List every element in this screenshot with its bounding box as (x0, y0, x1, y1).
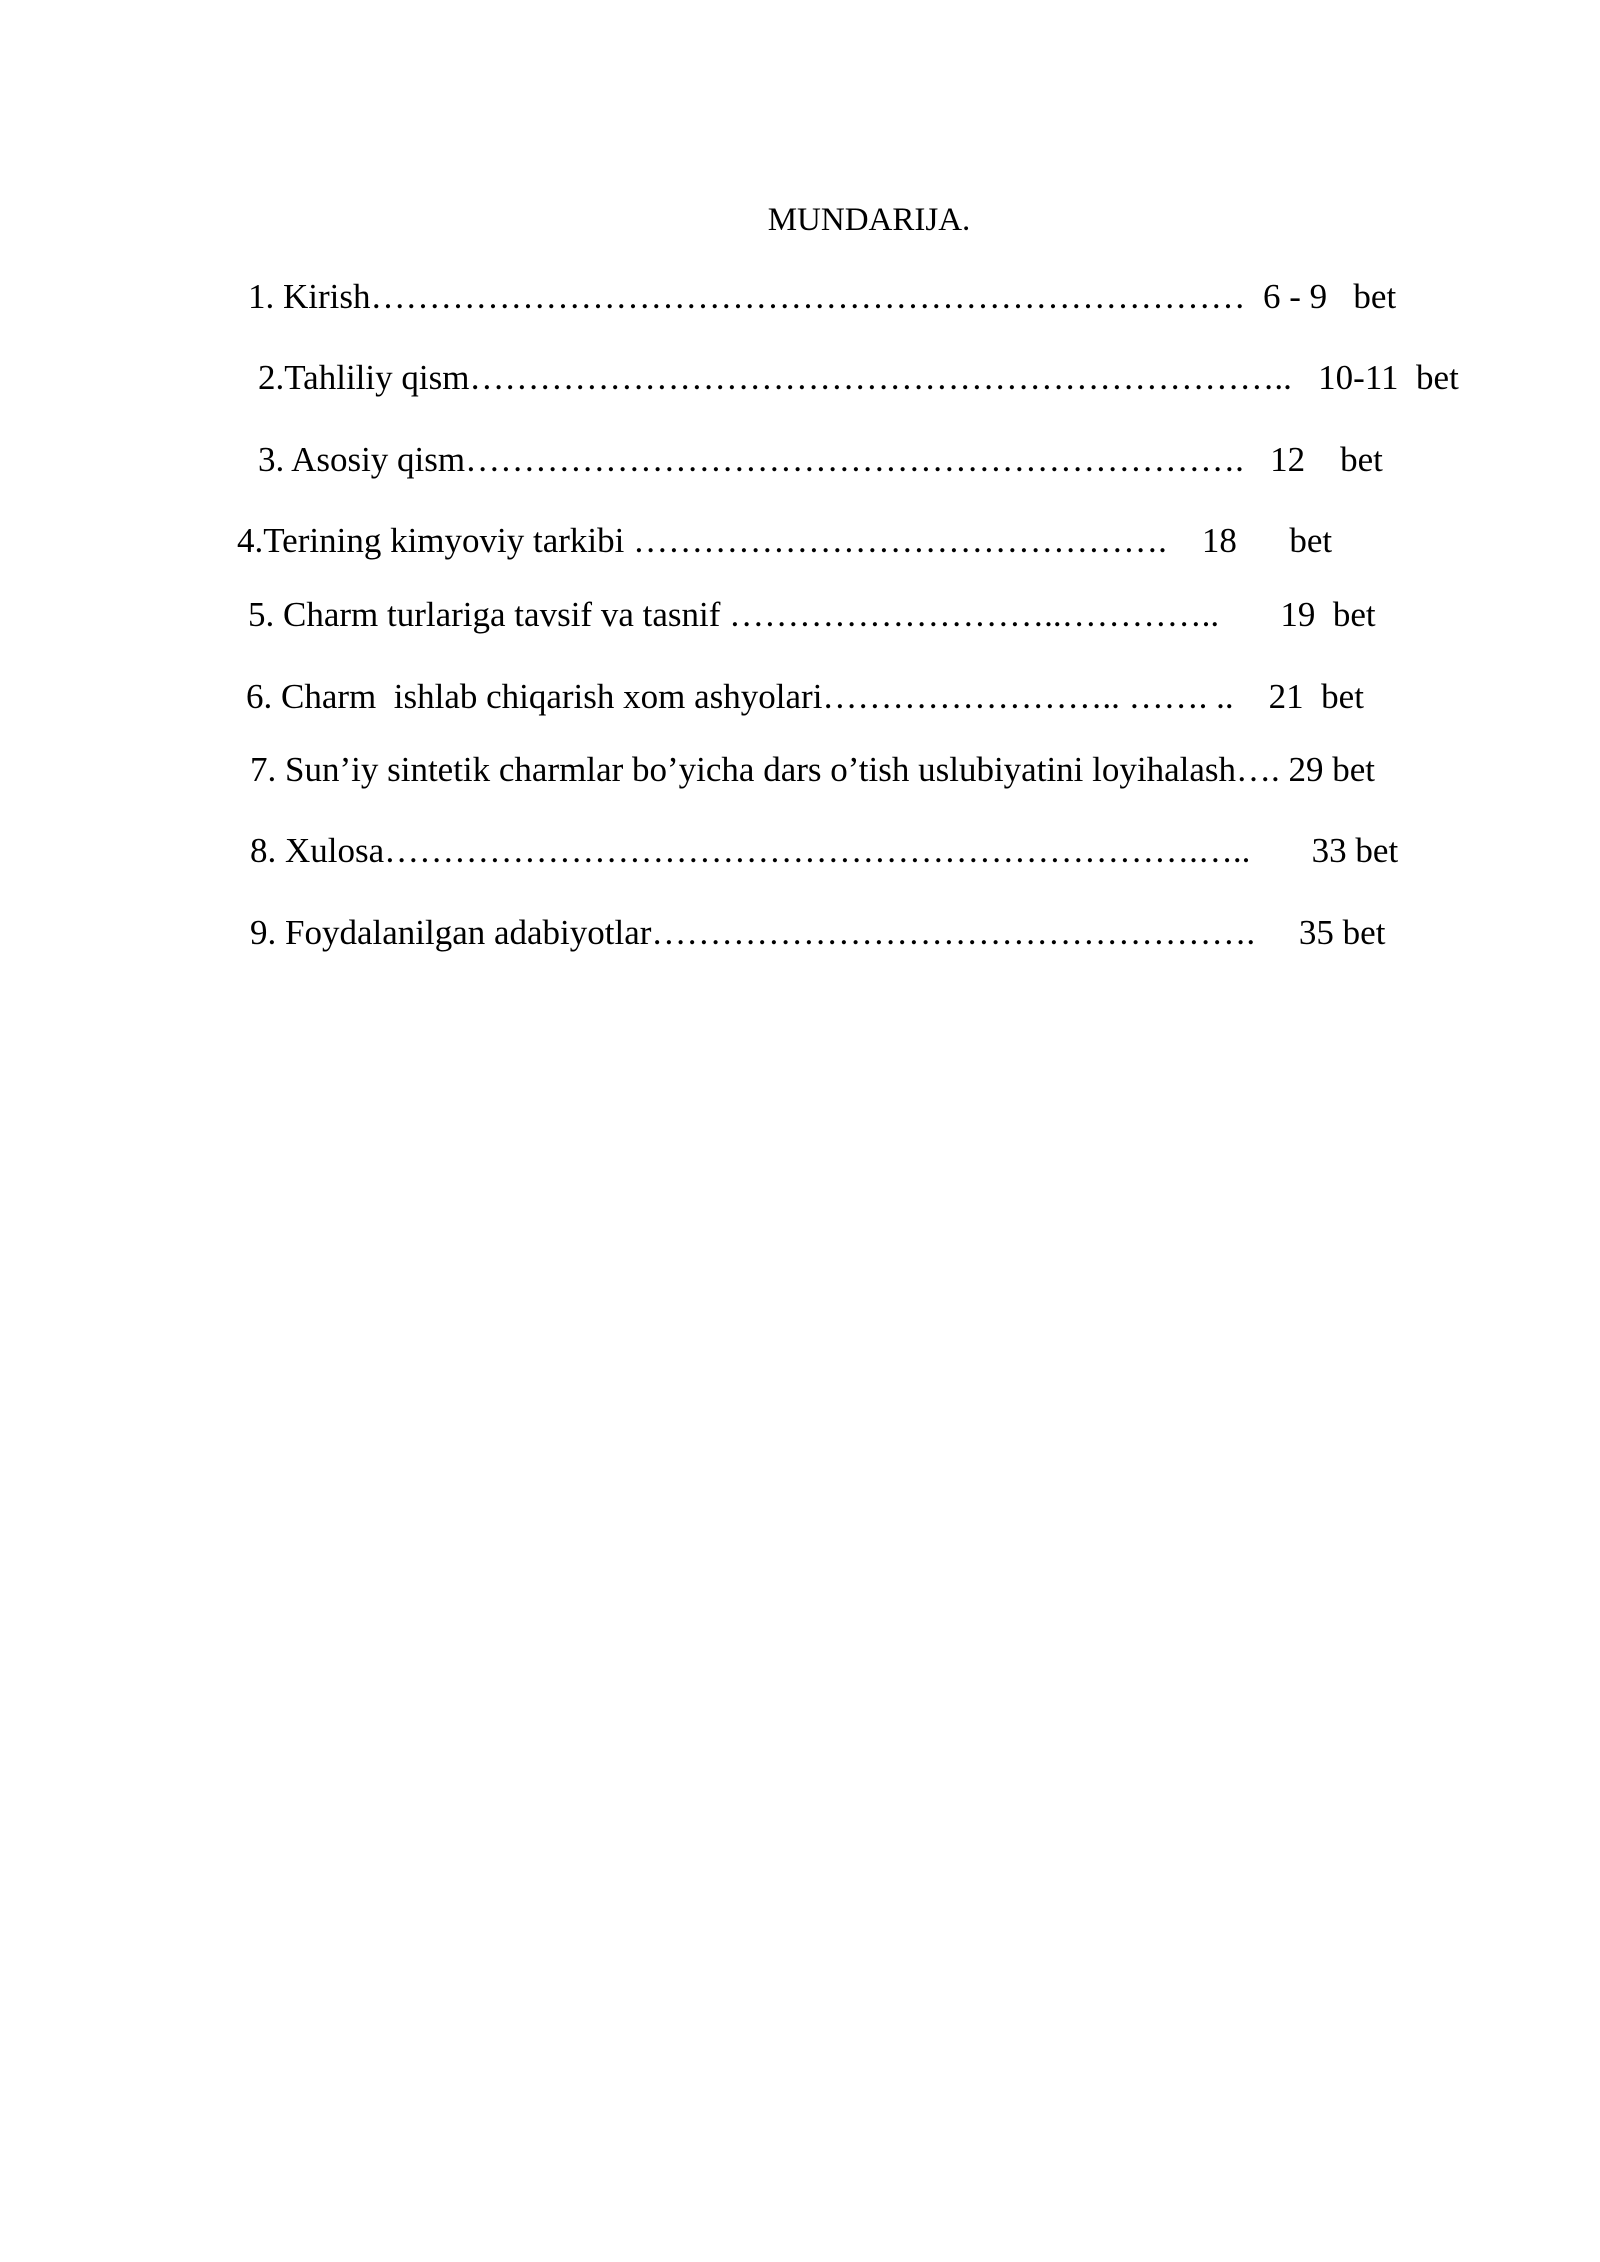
toc-entry-foydalanilgan-adabiyotlar: 9. Foydalanilgan adabiyotlar……………………………………………. 35 bet (250, 913, 1386, 952)
toc-entry-xulosa: 8. Xulosa…………………………………………………………….….. 33 bet (250, 831, 1399, 870)
toc-entry-kirish: 1. Kirish………………………………………………………………… 6 - 9 bet (248, 277, 1397, 316)
toc-entry-charm-turlari: 5. Charm turlariga tavsif va tasnif ………………………..………….. 19 bet (248, 595, 1376, 634)
toc-title: MUNDARIJA. (767, 202, 971, 238)
toc-entry-terining-kimyoviy-tarkibi: 4.Terining kimyoviy tarkibi ………………………………………. 18 bet (237, 521, 1333, 560)
toc-entry-asosiy-qism: 3. Asosiy qism…………………………………………………………. 12 bet (258, 440, 1383, 479)
toc-entry-suniy-sintetik-charmlar: 7. Sun’iy sintetik charmlar bo’yicha dars o’tish uslubiyatini loyihalash…. 29 bet (250, 750, 1376, 789)
toc-entry-xom-ashyolari: 6. Charm ishlab chiqarish xom ashyolari…………………….. ……. .. 21 bet (246, 677, 1364, 716)
toc-entry-tahliliy-qism: 2.Tahliliy qism…………………………………………………………….. 10-11 bet (258, 358, 1459, 397)
